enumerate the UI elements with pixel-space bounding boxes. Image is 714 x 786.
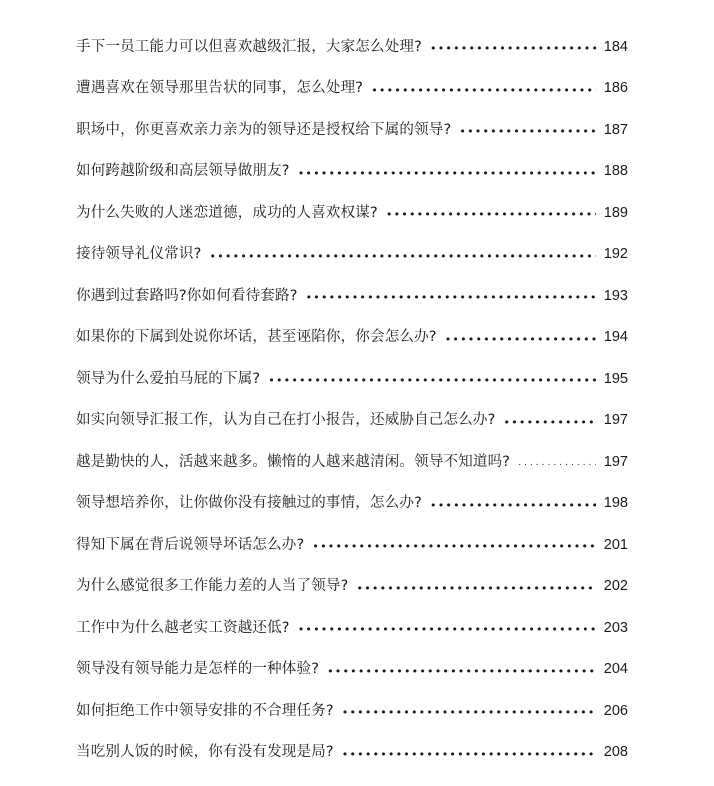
toc-dot-leader [298,168,596,179]
toc-entry-page: 198 [603,495,628,511]
toc-entry[interactable] [76,441,628,483]
toc-entry-title: 得知下属在背后说领导坏话怎么办? [76,536,305,553]
toc-entry-page: 194 [603,329,628,345]
toc-dot-leader [445,334,596,345]
toc-dot-leader [518,459,596,468]
toc-entry-page: 197 [603,412,628,428]
toc-dot-leader [210,251,596,262]
toc-entry[interactable] [76,400,628,442]
toc-entry[interactable] [76,109,628,151]
toc-entry[interactable] [76,732,628,774]
toc-entry[interactable] [76,275,628,317]
toc-dot-leader [430,43,596,54]
toc-entry-page: 197 [603,453,628,470]
toc-dot-leader [268,375,596,386]
toc-dot-leader [371,85,596,96]
toc-entry-title: 如果你的下属到处说你坏话，甚至诬陷你，你会怎么办? [76,329,437,345]
toc-entry[interactable] [76,234,628,276]
toc-entry[interactable] [76,26,628,68]
toc-entry-title: 你遇到过套路吗?你如何看待套路? [76,287,298,304]
toc-entry-page: 193 [603,287,628,304]
toc-entry[interactable] [76,358,628,400]
toc-entry-title: 遭遇喜欢在领导那里告状的同事，怎么处理? [76,80,364,96]
toc-entry-title: 领导想培养你，让你做你没有接触过的事情，怎么办? [76,495,422,511]
toc-entry-page: 189 [603,204,628,221]
toc-entry-page: 188 [603,163,628,179]
toc-entry-page: 204 [603,661,628,677]
toc-entry[interactable] [76,483,628,525]
toc-entry-page: 186 [603,80,628,96]
toc-entry-title: 如何拒绝工作中领导安排的不合理任务? [76,702,334,719]
toc-entry-title: 为什么感觉很多工作能力差的人当了领导? [76,578,349,594]
toc-entry-page: 192 [603,246,628,262]
toc-entry[interactable] [76,566,628,608]
toc-dot-leader [327,666,596,677]
toc-entry[interactable] [76,690,628,732]
toc-entry-title: 接待领导礼仪常识? [76,246,202,262]
toc-entry-title: 如实向领导汇报工作，认为自己在打小报告，还威胁自己怎么办? [76,412,496,428]
toc-entry-page: 206 [603,702,628,719]
toc-dot-leader [312,541,595,552]
toc-entry-title: 职场中，你更喜欢亲力亲为的领导还是授权给下属的领导? [76,121,452,138]
toc-dot-leader [386,209,596,220]
toc-dot-leader [298,624,596,635]
toc-entry-title: 工作中为什么越老实工资越还低? [76,619,290,636]
toc-entry-title: 手下一员工能力可以但喜欢越级汇报，大家怎么处理? [76,38,422,55]
toc-entry-page: 201 [603,536,628,553]
toc-entry-page: 208 [603,744,628,760]
toc-dot-leader [342,749,596,760]
toc-entry[interactable] [76,317,628,359]
toc-entry[interactable] [76,607,628,649]
toc-entry-title: 如何跨越阶级和高层领导做朋友? [76,163,290,179]
toc-entry-title: 越是勤快的人，活越来越多。懒惰的人越来越清闲。领导不知道吗? [76,453,511,470]
toc-entry-title: 为什么失败的人迷恋道德，成功的人喜欢权谋? [76,204,378,221]
table-of-contents [76,26,628,773]
toc-dot-leader [357,583,596,594]
toc-entry-page: 202 [603,578,628,594]
toc-dot-leader [459,126,595,137]
toc-entry-title: 当吃别人饭的时候，你有没有发现是局? [76,744,334,760]
toc-entry[interactable] [76,649,628,691]
toc-entry-title: 领导为什么爱拍马屁的下属? [76,370,261,387]
toc-entry-page: 195 [603,370,628,387]
toc-entry-page: 187 [603,121,628,138]
toc-dot-leader [430,500,596,511]
toc-entry[interactable] [76,524,628,566]
toc-entry-page: 184 [603,38,628,55]
toc-dot-leader [342,707,596,718]
toc-entry-page: 203 [603,619,628,636]
toc-entry[interactable] [76,151,628,193]
toc-entry-title: 领导没有领导能力是怎样的一种体验? [76,661,320,677]
toc-entry[interactable] [76,192,628,234]
toc-dot-leader [504,417,596,428]
toc-entry[interactable] [76,68,628,110]
toc-dot-leader [306,292,596,303]
